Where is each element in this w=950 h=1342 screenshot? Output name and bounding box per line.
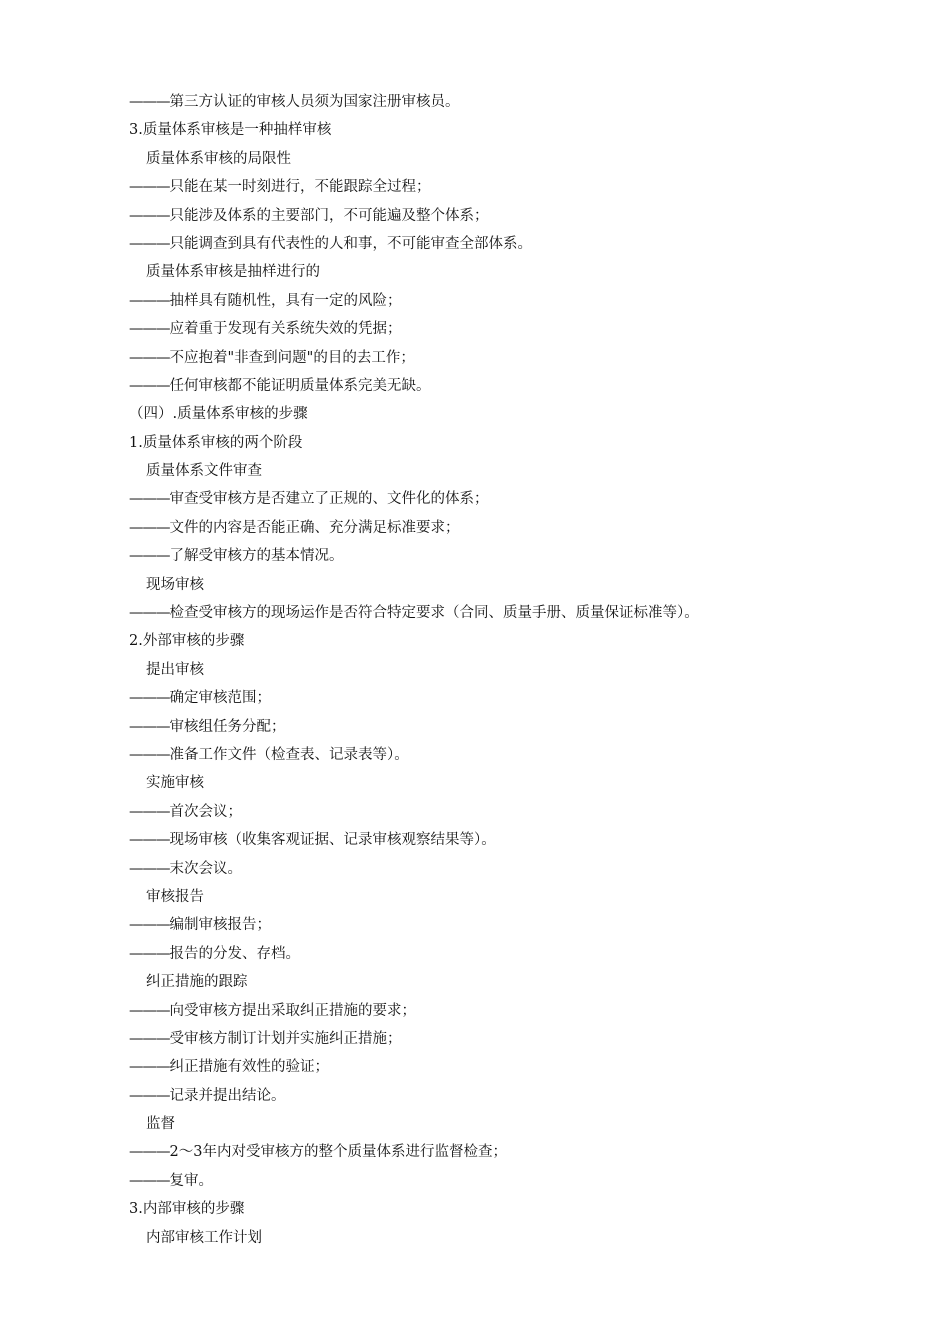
line-text: 只能调查到具有代表性的人和事，不可能审查全部体系。: [169, 235, 532, 252]
section-subheading: [129, 769, 909, 797]
line-text: 了解受审核方的基本情况。: [169, 548, 344, 565]
section-subheading: [129, 1110, 909, 1138]
dash-prefix: ———: [129, 746, 170, 763]
dash-prefix: ———: [129, 321, 170, 338]
line-text: 第三方认证的审核人员须为国家注册审核员。: [169, 94, 460, 110]
line-text: 现场审核（收集客观证据、记录审核观察结果等）。: [169, 832, 496, 849]
line-text: 现场审核: [146, 576, 204, 593]
line-text: 编制审核报告；: [169, 917, 271, 934]
bullet-line: [129, 798, 909, 826]
bullet-line: [129, 997, 909, 1025]
line-text: 抽样具有随机性，具有一定的风险；: [169, 292, 402, 309]
line-text: 报告的分发、存档。: [169, 945, 300, 962]
line-text: 记录并提出结论。: [169, 1087, 286, 1104]
section-subheading: [129, 1224, 909, 1252]
bullet-line: [129, 173, 909, 201]
line-text: 质量体系文件审查: [146, 463, 262, 480]
section-subheading: [129, 968, 909, 996]
dash-prefix: ———: [129, 548, 170, 565]
bullet-line: [129, 741, 909, 769]
dash-prefix: ———: [129, 860, 170, 877]
bullet-line: [129, 855, 909, 883]
dash-prefix: ———: [129, 1002, 170, 1019]
line-text: 不应抱着"非查到问题"的目的去工作；: [169, 349, 415, 366]
section-subheading: [129, 883, 909, 911]
line-text: 审核报告: [146, 888, 204, 905]
line-text: 3.质量体系审核是一种抽样审核: [129, 122, 332, 139]
line-text: 任何审核都不能证明质量体系完美无缺。: [169, 377, 431, 394]
line-text: 复审。: [169, 1172, 213, 1189]
line-text: 审核组任务分配；: [169, 718, 286, 735]
bullet-line: [129, 826, 909, 854]
section-subheading: [129, 457, 909, 485]
line-text: 只能涉及体系的主要部门，不可能遍及整个体系；: [169, 207, 489, 224]
dash-prefix: ———: [129, 491, 170, 508]
line-text: 监督: [146, 1116, 175, 1133]
dash-prefix: ———: [129, 1087, 170, 1104]
section-heading: [129, 116, 909, 144]
line-text: 末次会议。: [169, 860, 242, 877]
document-body: [129, 88, 909, 1252]
bullet-line: [129, 485, 909, 513]
bullet-line: [129, 940, 909, 968]
line-text: 准备工作文件（检查表、记录表等）。: [169, 746, 409, 763]
line-text: 质量体系审核是抽样进行的: [146, 264, 320, 281]
dash-prefix: ———: [129, 1144, 170, 1161]
dash-prefix: ———: [129, 519, 170, 536]
dash-prefix: ———: [129, 1030, 170, 1047]
bullet-line: [129, 372, 909, 400]
section-subheading: [129, 145, 909, 173]
bullet-line: [129, 542, 909, 570]
dash-prefix: ———: [129, 377, 170, 394]
dash-prefix: ———: [129, 803, 170, 820]
bullet-line: [129, 287, 909, 315]
section-heading: [129, 1195, 909, 1223]
line-text: 纠正措施的跟踪: [146, 974, 248, 991]
line-text: 2.外部审核的步骤: [129, 633, 245, 650]
line-text: 只能在某一时刻进行，不能跟踪全过程；: [169, 179, 431, 196]
line-text: 文件的内容是否能正确、充分满足标准要求；: [169, 519, 460, 536]
bullet-line: [129, 202, 909, 230]
line-text: 纠正措施有效性的验证；: [169, 1059, 329, 1076]
bullet-line: [129, 713, 909, 741]
line-text: 实施审核: [146, 775, 204, 792]
dash-prefix: ———: [129, 718, 170, 735]
line-text: 受审核方制订计划并实施纠正措施；: [169, 1030, 402, 1047]
bullet-line: [129, 230, 909, 258]
bullet-line: [129, 315, 909, 343]
bullet-line: [129, 344, 909, 372]
bullet-line: [129, 1025, 909, 1053]
section-heading: [129, 400, 909, 428]
dash-prefix: ———: [129, 917, 170, 934]
line-text: 质量体系审核的局限性: [146, 150, 291, 167]
bullet-line: [129, 599, 909, 627]
line-text: 1.质量体系审核的两个阶段: [129, 434, 303, 451]
dash-prefix: ———: [129, 207, 170, 224]
dash-prefix: ———: [129, 94, 170, 110]
bullet-line: [129, 1053, 909, 1081]
line-text: 首次会议；: [169, 803, 242, 820]
bullet-line: [129, 684, 909, 712]
line-text: 2～3年内对受审核方的整个质量体系进行监督检查；: [169, 1144, 507, 1161]
dash-prefix: ———: [129, 179, 170, 196]
line-text: 确定审核范围；: [169, 690, 271, 707]
line-text: 检查受审核方的现场运作是否符合特定要求（合同、质量手册、质量保证标准等）。: [169, 605, 699, 622]
dash-prefix: ———: [129, 945, 170, 962]
line-text: 审查受审核方是否建立了正规的、文件化的体系；: [169, 491, 489, 508]
dash-prefix: ———: [129, 349, 170, 366]
bullet-line: [129, 514, 909, 542]
bullet-line: [129, 1138, 909, 1166]
dash-prefix: ———: [129, 605, 170, 622]
section-subheading: [129, 656, 909, 684]
line-text: 提出审核: [146, 661, 204, 678]
bullet-line: [129, 1167, 909, 1195]
line-text: 3.内部审核的步骤: [129, 1201, 245, 1218]
section-subheading: [129, 571, 909, 599]
bullet-line: [129, 1082, 909, 1110]
dash-prefix: ———: [129, 1059, 170, 1076]
dash-prefix: ———: [129, 1172, 170, 1189]
dash-prefix: ———: [129, 235, 170, 252]
bullet-line: [129, 88, 909, 116]
section-heading: [129, 429, 909, 457]
dash-prefix: ———: [129, 832, 170, 849]
section-subheading: [129, 258, 909, 286]
line-text: 内部审核工作计划: [146, 1229, 262, 1246]
line-text: （四）.质量体系审核的步骤: [129, 406, 308, 423]
line-text: 向受审核方提出采取纠正措施的要求；: [169, 1002, 416, 1019]
bullet-line: [129, 911, 909, 939]
dash-prefix: ———: [129, 690, 170, 707]
dash-prefix: ———: [129, 292, 170, 309]
section-heading: [129, 627, 909, 655]
line-text: 应着重于发现有关系统失效的凭据；: [169, 321, 402, 338]
